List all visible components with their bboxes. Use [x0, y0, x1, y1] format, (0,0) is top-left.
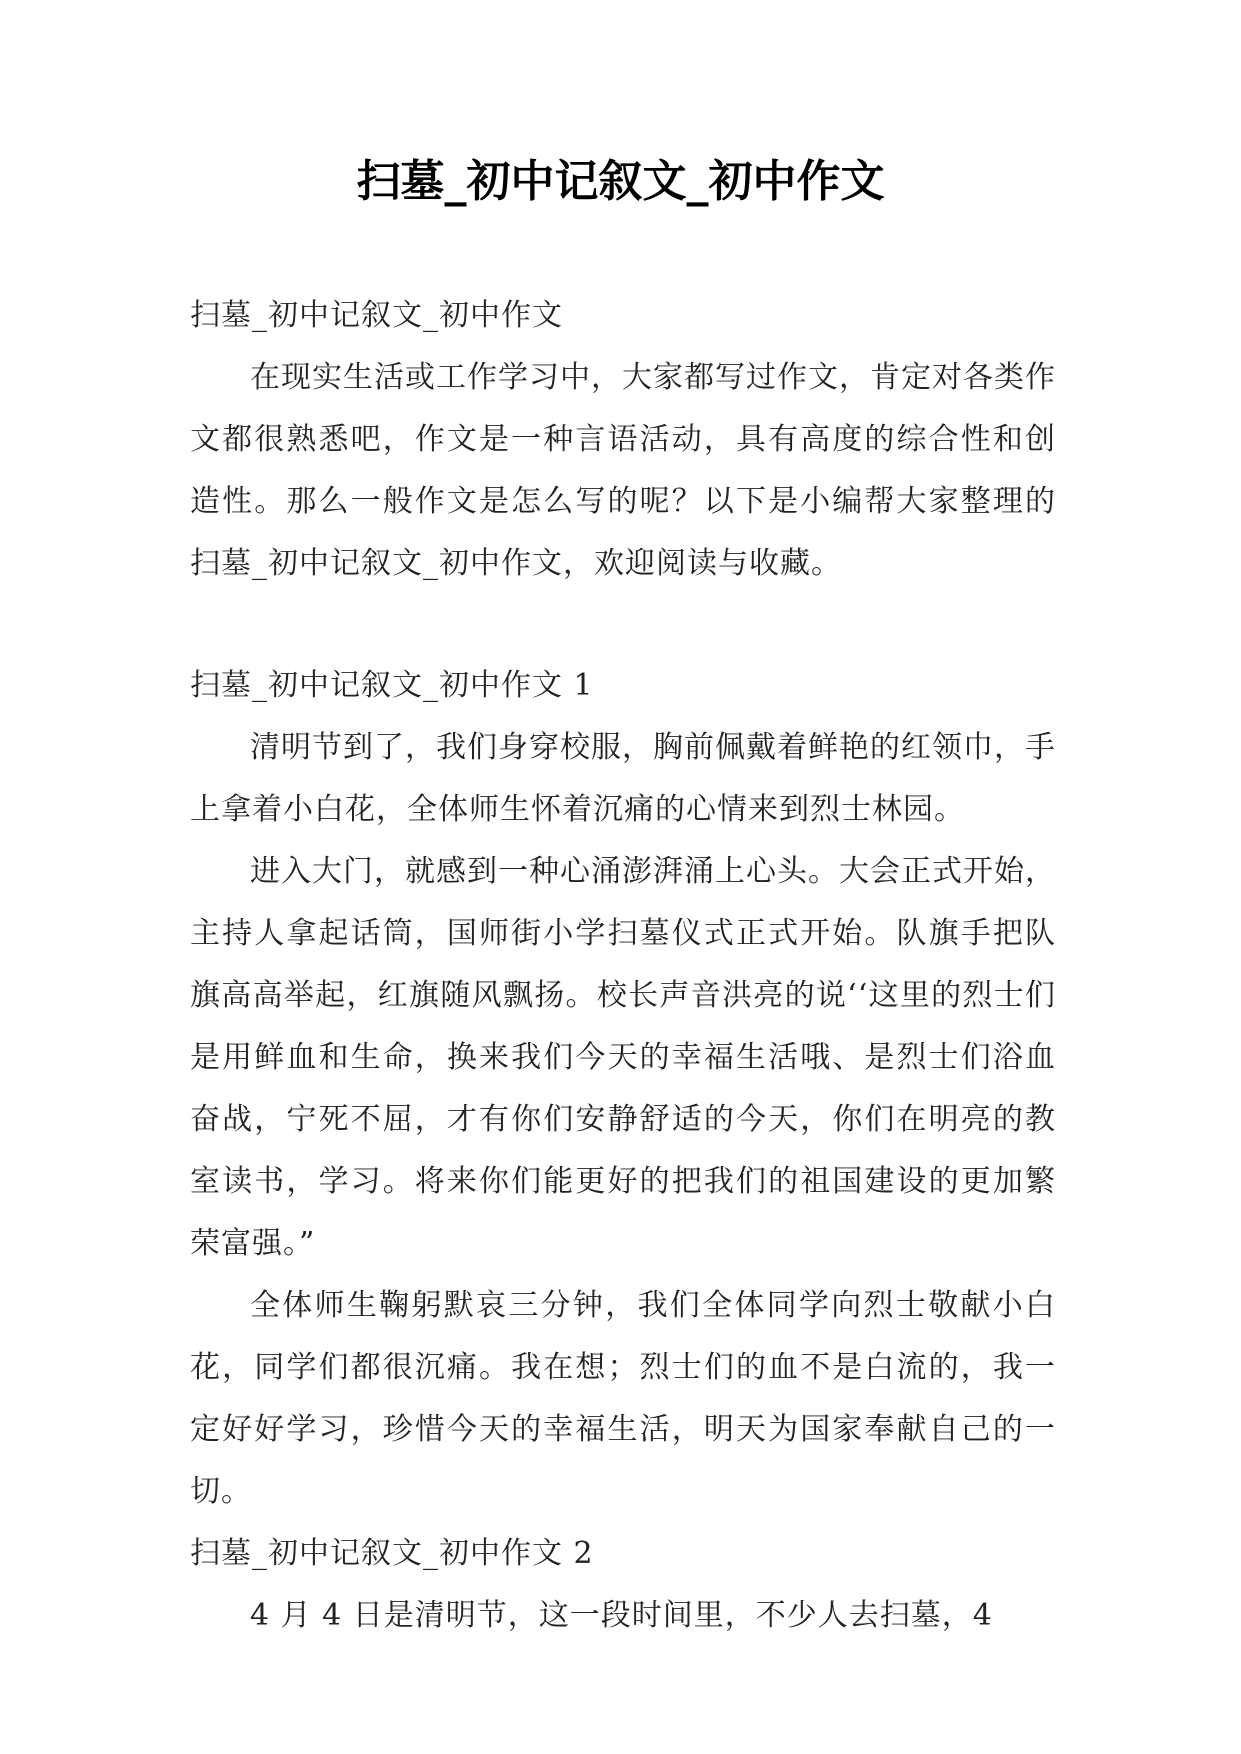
body-paragraph: 清明节到了，我们身穿校服，胸前佩戴着鲜艳的红领巾，手上拿着小白花，全体师生怀着沉痛的心情来到烈士林园。: [190, 730, 1056, 827]
body-paragraph: 全体师生鞠躬默哀三分钟，我们全体同学向烈士敬献小白花，同学们都很沉痛。我在想；烈士们的血不是白流的，我一定好好学习，珍惜今天的幸福生活，明天为国家奉献自己的一切。: [190, 1288, 1056, 1509]
body-paragraph: 进入大门，就感到一种心涌澎湃涌上心头。大会正式开始，主持人拿起话筒，国师街小学扫墓仪式正式开始。队旗手把队旗高高举起，红旗随风飘扬。校长声音洪亮的说‘‘这里的烈士们是用鲜血和生命，换来我们今天的幸福生活哦、是烈士们浴血奋战，宁死不屈，才有你们安静舒适的今天，你们在明亮的教室读书，学习。将来你们能更好的把我们的祖国建设的更加繁荣富强。”: [190, 854, 1056, 1261]
document-title: 扫墓_初中记叙文_初中作文: [356, 156, 885, 207]
body-paragraph: 在现实生活或工作学习中，大家都写过作文，肯定对各类作文都很熟悉吧，作文是一种言语活动，具有高度的综合性和创造性。那么一般作文是怎么写的呢？以下是小编帮大家整理的扫墓_初中记叙文_初中作文，欢迎阅读与收藏。: [190, 360, 1056, 581]
body-paragraph: 扫墓_初中记叙文_初中作文: [190, 298, 563, 333]
body-paragraph: 4 月 4 日是清明节，这一段时间里，不少人去扫墓，4: [250, 1598, 993, 1633]
document-body: [190, 285, 1056, 1647]
section-heading: 扫墓_初中记叙文_初中作文 2: [190, 1536, 594, 1571]
section-heading: 扫墓_初中记叙文_初中作文 1: [190, 668, 594, 703]
